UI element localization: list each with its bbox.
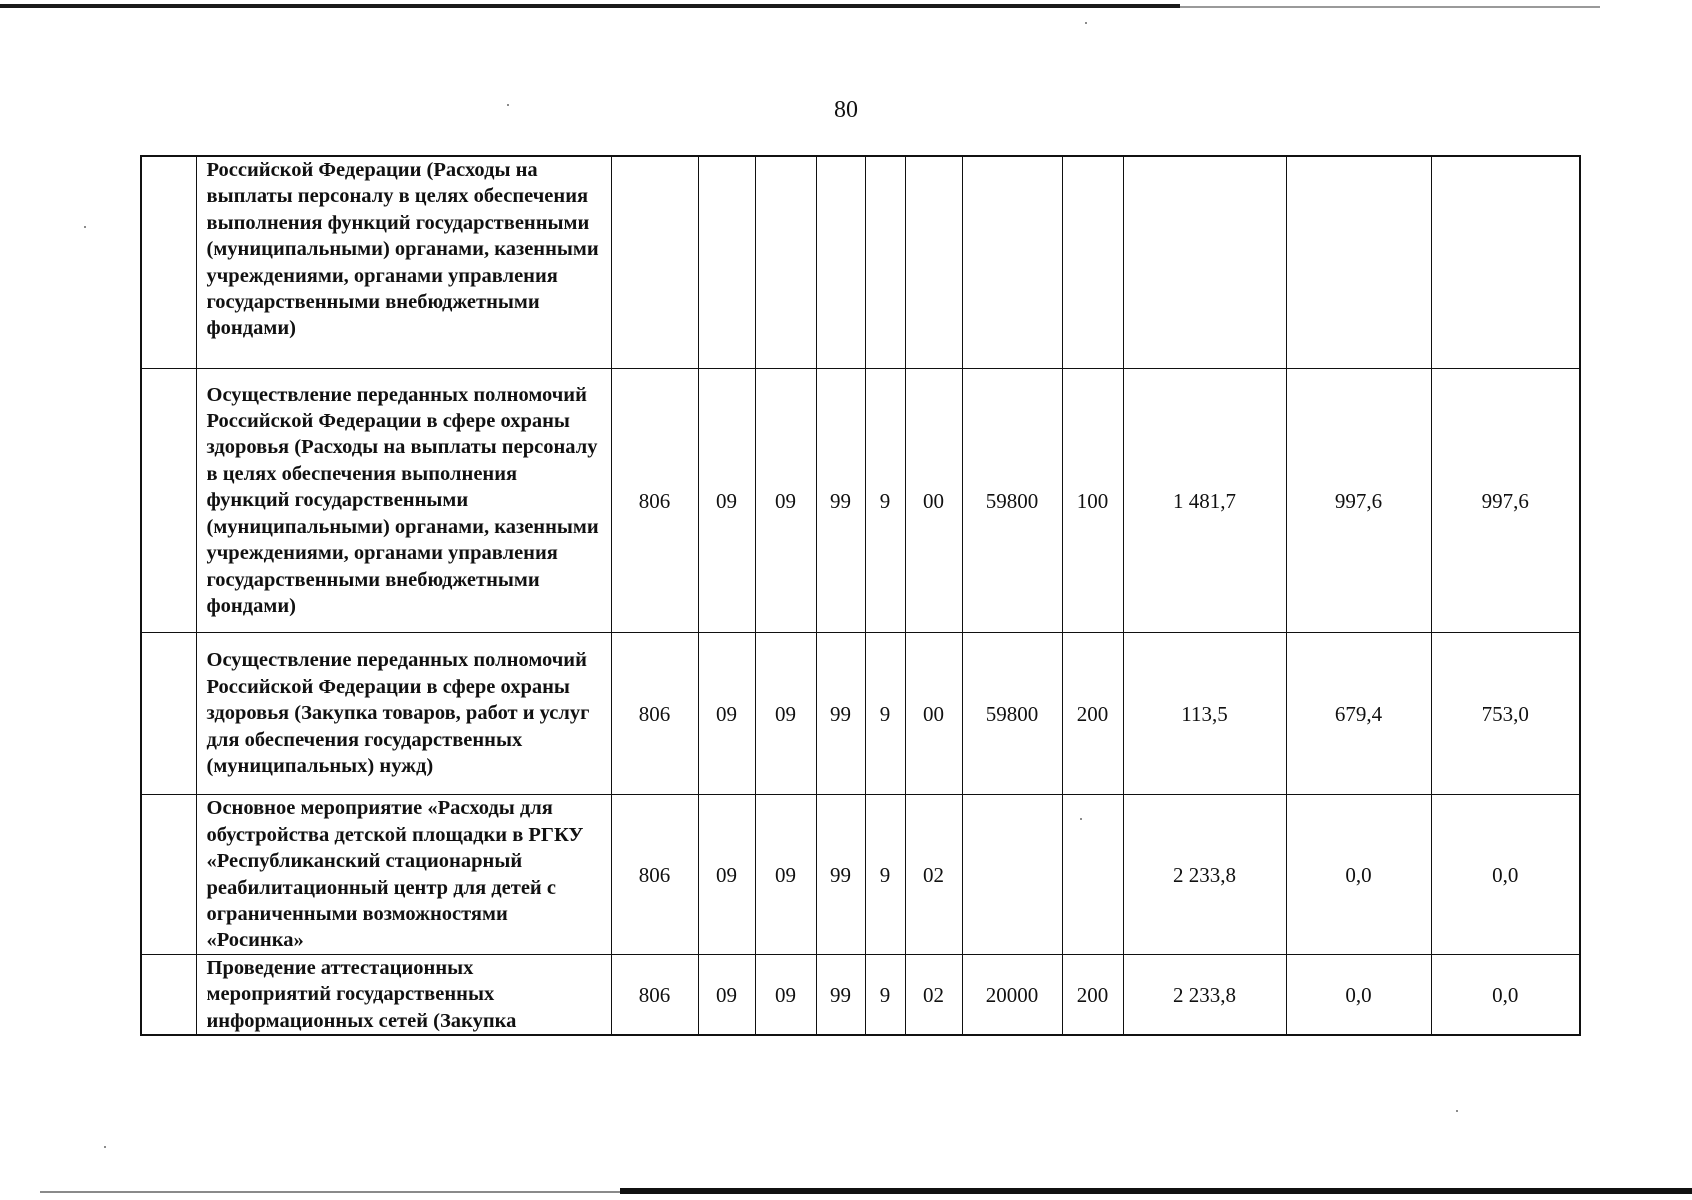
main-event-code-cell xyxy=(905,156,962,369)
subprogram-code-cell: 9 xyxy=(865,795,905,955)
subsection-code-cell: 09 xyxy=(755,633,816,795)
top-border-rule xyxy=(0,4,1180,8)
table-row xyxy=(141,955,1580,1036)
subsection-code-cell: 09 xyxy=(755,955,816,1036)
expense-type-cell: 100 xyxy=(1062,369,1123,633)
main-event-code-cell: 00 xyxy=(905,369,962,633)
amount-3-cell: 753,0 xyxy=(1431,633,1580,795)
subsection-code-cell: 09 xyxy=(755,369,816,633)
expense-type-cell: 200 xyxy=(1062,633,1123,795)
description-text: Осуществление переданных полномочий Российской Федерации в сфере охраны здоровья (Закупка товаров, работ и услуг для обеспечения государственных (муниципальных) нужд) xyxy=(206,649,590,778)
table-row xyxy=(141,156,1580,369)
direction-code-cell xyxy=(962,156,1062,369)
amount-3-cell: 0,0 xyxy=(1431,955,1580,1036)
program-code-cell xyxy=(816,156,865,369)
direction-code-cell: 59800 xyxy=(962,369,1062,633)
budget-table xyxy=(140,155,1581,1036)
top-border-rule-faint xyxy=(1180,6,1600,8)
description-cell xyxy=(196,156,611,369)
table-row xyxy=(141,633,1580,795)
amount-2-cell: 679,4 xyxy=(1286,633,1431,795)
amount-1-cell: 1 481,7 xyxy=(1123,369,1286,633)
ministry-code-cell: 806 xyxy=(611,633,698,795)
program-code-cell: 99 xyxy=(816,369,865,633)
description-cell xyxy=(196,633,611,795)
main-event-code-cell: 00 xyxy=(905,633,962,795)
program-code-cell: 99 xyxy=(816,633,865,795)
main-event-code-cell: 02 xyxy=(905,955,962,1036)
amount-1-cell: 2 233,8 xyxy=(1123,795,1286,955)
subsection-code-cell: 09 xyxy=(755,795,816,955)
direction-code-cell: 59800 xyxy=(962,633,1062,795)
expense-type-cell xyxy=(1062,156,1123,369)
program-code-cell: 99 xyxy=(816,955,865,1036)
description-cell xyxy=(196,795,611,955)
section-code-cell: 09 xyxy=(698,955,755,1036)
amount-2-cell: 997,6 xyxy=(1286,369,1431,633)
row-number-cell xyxy=(141,955,196,1036)
bottom-border-rule xyxy=(620,1188,1692,1194)
scan-speck xyxy=(84,226,86,228)
program-code-cell: 99 xyxy=(816,795,865,955)
subprogram-code-cell: 9 xyxy=(865,369,905,633)
expense-type-cell xyxy=(1062,795,1123,955)
page-number: 80 xyxy=(834,97,858,123)
main-event-code-cell: 02 xyxy=(905,795,962,955)
amount-3-cell: 0,0 xyxy=(1431,795,1580,955)
subprogram-code-cell xyxy=(865,156,905,369)
description-text: Осуществление переданных полномочий Российской Федерации в сфере охраны здоровья (Расходы на выплаты персоналу в целях обеспечения выполнения функций государственными (муниципальными) органами, казенными учреждениями, органами управления государственными внебюджетными фондами) xyxy=(206,383,599,617)
description-cell xyxy=(196,955,611,1036)
description-text: Основное мероприятие «Расходы для обустройства детской площадки в РГКУ «Республиканский стационарный реабилитационный центр для детей с ограниченными возможностями «Росинка» xyxy=(206,797,584,952)
direction-code-cell xyxy=(962,795,1062,955)
amount-3-cell xyxy=(1431,156,1580,369)
section-code-cell xyxy=(698,156,755,369)
amount-3-cell: 997,6 xyxy=(1431,369,1580,633)
scan-speck xyxy=(104,1146,106,1148)
section-code-cell: 09 xyxy=(698,369,755,633)
amount-1-cell: 113,5 xyxy=(1123,633,1286,795)
ministry-code-cell: 806 xyxy=(611,369,698,633)
description-text: Проведение аттестационных мероприятий государственных информационных сетей (Закупка xyxy=(206,957,517,1032)
ministry-code-cell: 806 xyxy=(611,955,698,1036)
description-cell xyxy=(196,369,611,633)
amount-1-cell xyxy=(1123,156,1286,369)
table-row xyxy=(141,795,1580,955)
ministry-code-cell: 806 xyxy=(611,795,698,955)
subprogram-code-cell: 9 xyxy=(865,633,905,795)
bottom-border-rule-faint xyxy=(40,1191,620,1193)
amount-2-cell: 0,0 xyxy=(1286,955,1431,1036)
row-number-cell xyxy=(141,156,196,369)
expense-type-cell: 200 xyxy=(1062,955,1123,1036)
section-code-cell: 09 xyxy=(698,633,755,795)
table-row xyxy=(141,369,1580,633)
direction-code-cell: 20000 xyxy=(962,955,1062,1036)
description-text: Российской Федерации (Расходы на выплаты персоналу в целях обеспечения выполнения функций государственными (муниципальными) органами, казенными учреждениями, органами управления государственными внебюджетными фондами) xyxy=(206,159,599,340)
row-number-cell xyxy=(141,369,196,633)
scan-speck xyxy=(1085,22,1087,24)
amount-2-cell: 0,0 xyxy=(1286,795,1431,955)
section-code-cell: 09 xyxy=(698,795,755,955)
subprogram-code-cell: 9 xyxy=(865,955,905,1036)
row-number-cell xyxy=(141,795,196,955)
subsection-code-cell xyxy=(755,156,816,369)
scan-speck xyxy=(1456,1110,1458,1112)
ministry-code-cell xyxy=(611,156,698,369)
row-number-cell xyxy=(141,633,196,795)
amount-2-cell xyxy=(1286,156,1431,369)
amount-1-cell: 2 233,8 xyxy=(1123,955,1286,1036)
